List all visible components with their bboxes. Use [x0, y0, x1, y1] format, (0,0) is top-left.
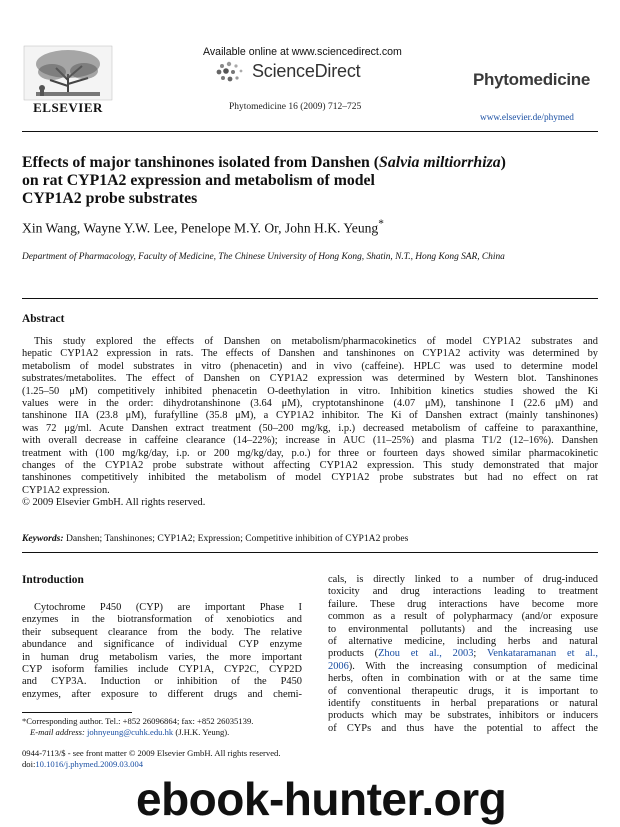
article-title: Effects of major tanshinones isolated from Danshen (Salvia miltiorrhiza) on rat CYP1A2 expression and metabolism of model CYP1A2 probe substrates — [22, 154, 506, 207]
citation-link-zhou[interactable]: Zhou et al., 2003 — [378, 648, 474, 660]
footnote-rule — [22, 712, 132, 713]
journal-name: Phytomedicine — [473, 70, 591, 89]
header-rule — [22, 131, 598, 132]
abstract-rule-top — [22, 298, 598, 299]
intro-right-column: cals, is directly linked to a number of drug-induced toxicity and drug interactions leading to treatment failure. These drug interactions have become more common as a result of polypharmacy (and/or exposure to environmental pollutants) and the increasing use of alternative medicine, including herbs and natural products (Zhou et al., 2003; Venkataramanan et al., 2006). With the increasing consumption of medicinal herbs, often in combination with or at the same time of conventional therapeutic drugs, it is important to identify constituents in herbal preparations or natural products which may be substrates, inhibitors or inducers of CYPs and thus have the potential to affect the — [328, 574, 598, 734]
citation-link-venkataramanan[interactable]: Venkataramanan et al., — [486, 648, 598, 660]
intro-left-column: Cytochrome P450 (CYP) are important Phase I enzymes in the biotransformation of xenobiotics and their subsequent clearance from the body. The relative abundance and significance of individual CYP enzyme in human drug metabolism varies, the more important CYP isoform families include CYP1A, CYP2C, CYP2D and CYP3A. Induction or inhibition of the P450 enzymes, after exposure to different drugs and chemi- — [22, 602, 302, 700]
keywords-line: Keywords: Danshen; Tanshinones; CYP1A2; Expression; Competitive inhibition of CYP1A2 probes — [22, 533, 409, 544]
publisher-name: ELSEVIER — [33, 100, 103, 115]
email-link[interactable]: johnyeung@cuhk.edu.hk — [86, 726, 174, 737]
abstract-body: This study explored the effects of Danshen on metabolism/pharmacokinetics of model CYP1A2 substrates and hepatic CYP1A2 expression in rats. The effects of Danshen and tanshinones on CYP1A2 activity was determined by metabolism of model substrates in vitro (phenacetin) and in vivo (caffeine). HPLC was used to determine model substrates/metabolites. The effect of Danshen on CYP1A2 expression was determined by Western blot. Tanshinones (1.25–50 μM) competitively inhibited phenacetin O-deethylation in vitro. Inhibition kinetics studies showed the Ki values were in the order: dihydrotanshinone (3.64 μM), cryptotanshinone (4.07 μM), tanshinone I (22.6 μM) and tanshinone IIA (23.8 μM), furafylline (35.8 μM), a CYP1A2 inhibitor. The Ki of Danshen extract (mainly tanshinones) was 72 μg/ml. Acute Danshen extract treatment (50–200 mg/kg, i.p.) decreased metabolism of caffeine to paraxanthine, with overall decrease in caffeine clearance (14–22%); increase in AUC (11–25%) and plasma T1/2 (12–16%). Danshen treatment with (100 mg/kg/day, i.p. or 200 mg/kg/day, p.o.) for three or fourteen days showed similar pharmacokinetic changes of the CYP1A2 probe substrate without affecting CYP1A2 expression. This study demonstrated that major tanshinones competitively inhibited the metabolism of model CYP1A2 probe substrates but had no effect on rat CYP1A2 expression. — [22, 336, 598, 496]
issn-doi-block: 0944-7113/$ - see front matter © 2009 Elsevier GmbH. All rights reserved. doi:10.1016/j.phymed.2009.03.004 — [22, 748, 281, 769]
available-online-text: Available online at www.sciencedirect.com — [203, 46, 402, 58]
intro-heading: Introduction — [22, 574, 84, 586]
citation-link-venkataramanan-year[interactable]: 2006 — [328, 660, 349, 672]
sciencedirect-wordmark: ScienceDirect — [252, 61, 361, 81]
author-mark[interactable]: * — [378, 218, 384, 230]
corresponding-footnote: *Corresponding author. Tel.: +852 26096864; fax: +852 26035139. E-mail address: johnyeung@cuhk.edu.hk (J.H.K. Yeung). — [22, 716, 254, 737]
abstract-rule-bottom — [22, 552, 598, 553]
journal-url-link[interactable]: www.elsevier.de/phymed — [480, 113, 574, 123]
doi-link[interactable]: 10.1016/j.phymed.2009.03.004 — [35, 758, 144, 769]
journal-citation: Phytomedicine 16 (2009) 712–725 — [229, 102, 362, 112]
abstract-heading: Abstract — [22, 313, 65, 325]
copyright-line: © 2009 Elsevier GmbH. All rights reserved. — [22, 497, 206, 508]
article-authors: Xin Wang, Wayne Y.W. Lee, Penelope M.Y. Or, John H.K. Yeung* — [22, 218, 384, 236]
affiliation: Department of Pharmacology, Faculty of Medicine, The Chinese University of Hong Kong, Shatin, N.T., Hong Kong SAR, China — [22, 252, 505, 262]
watermark-text: ebook-hunter.org — [136, 773, 507, 825]
